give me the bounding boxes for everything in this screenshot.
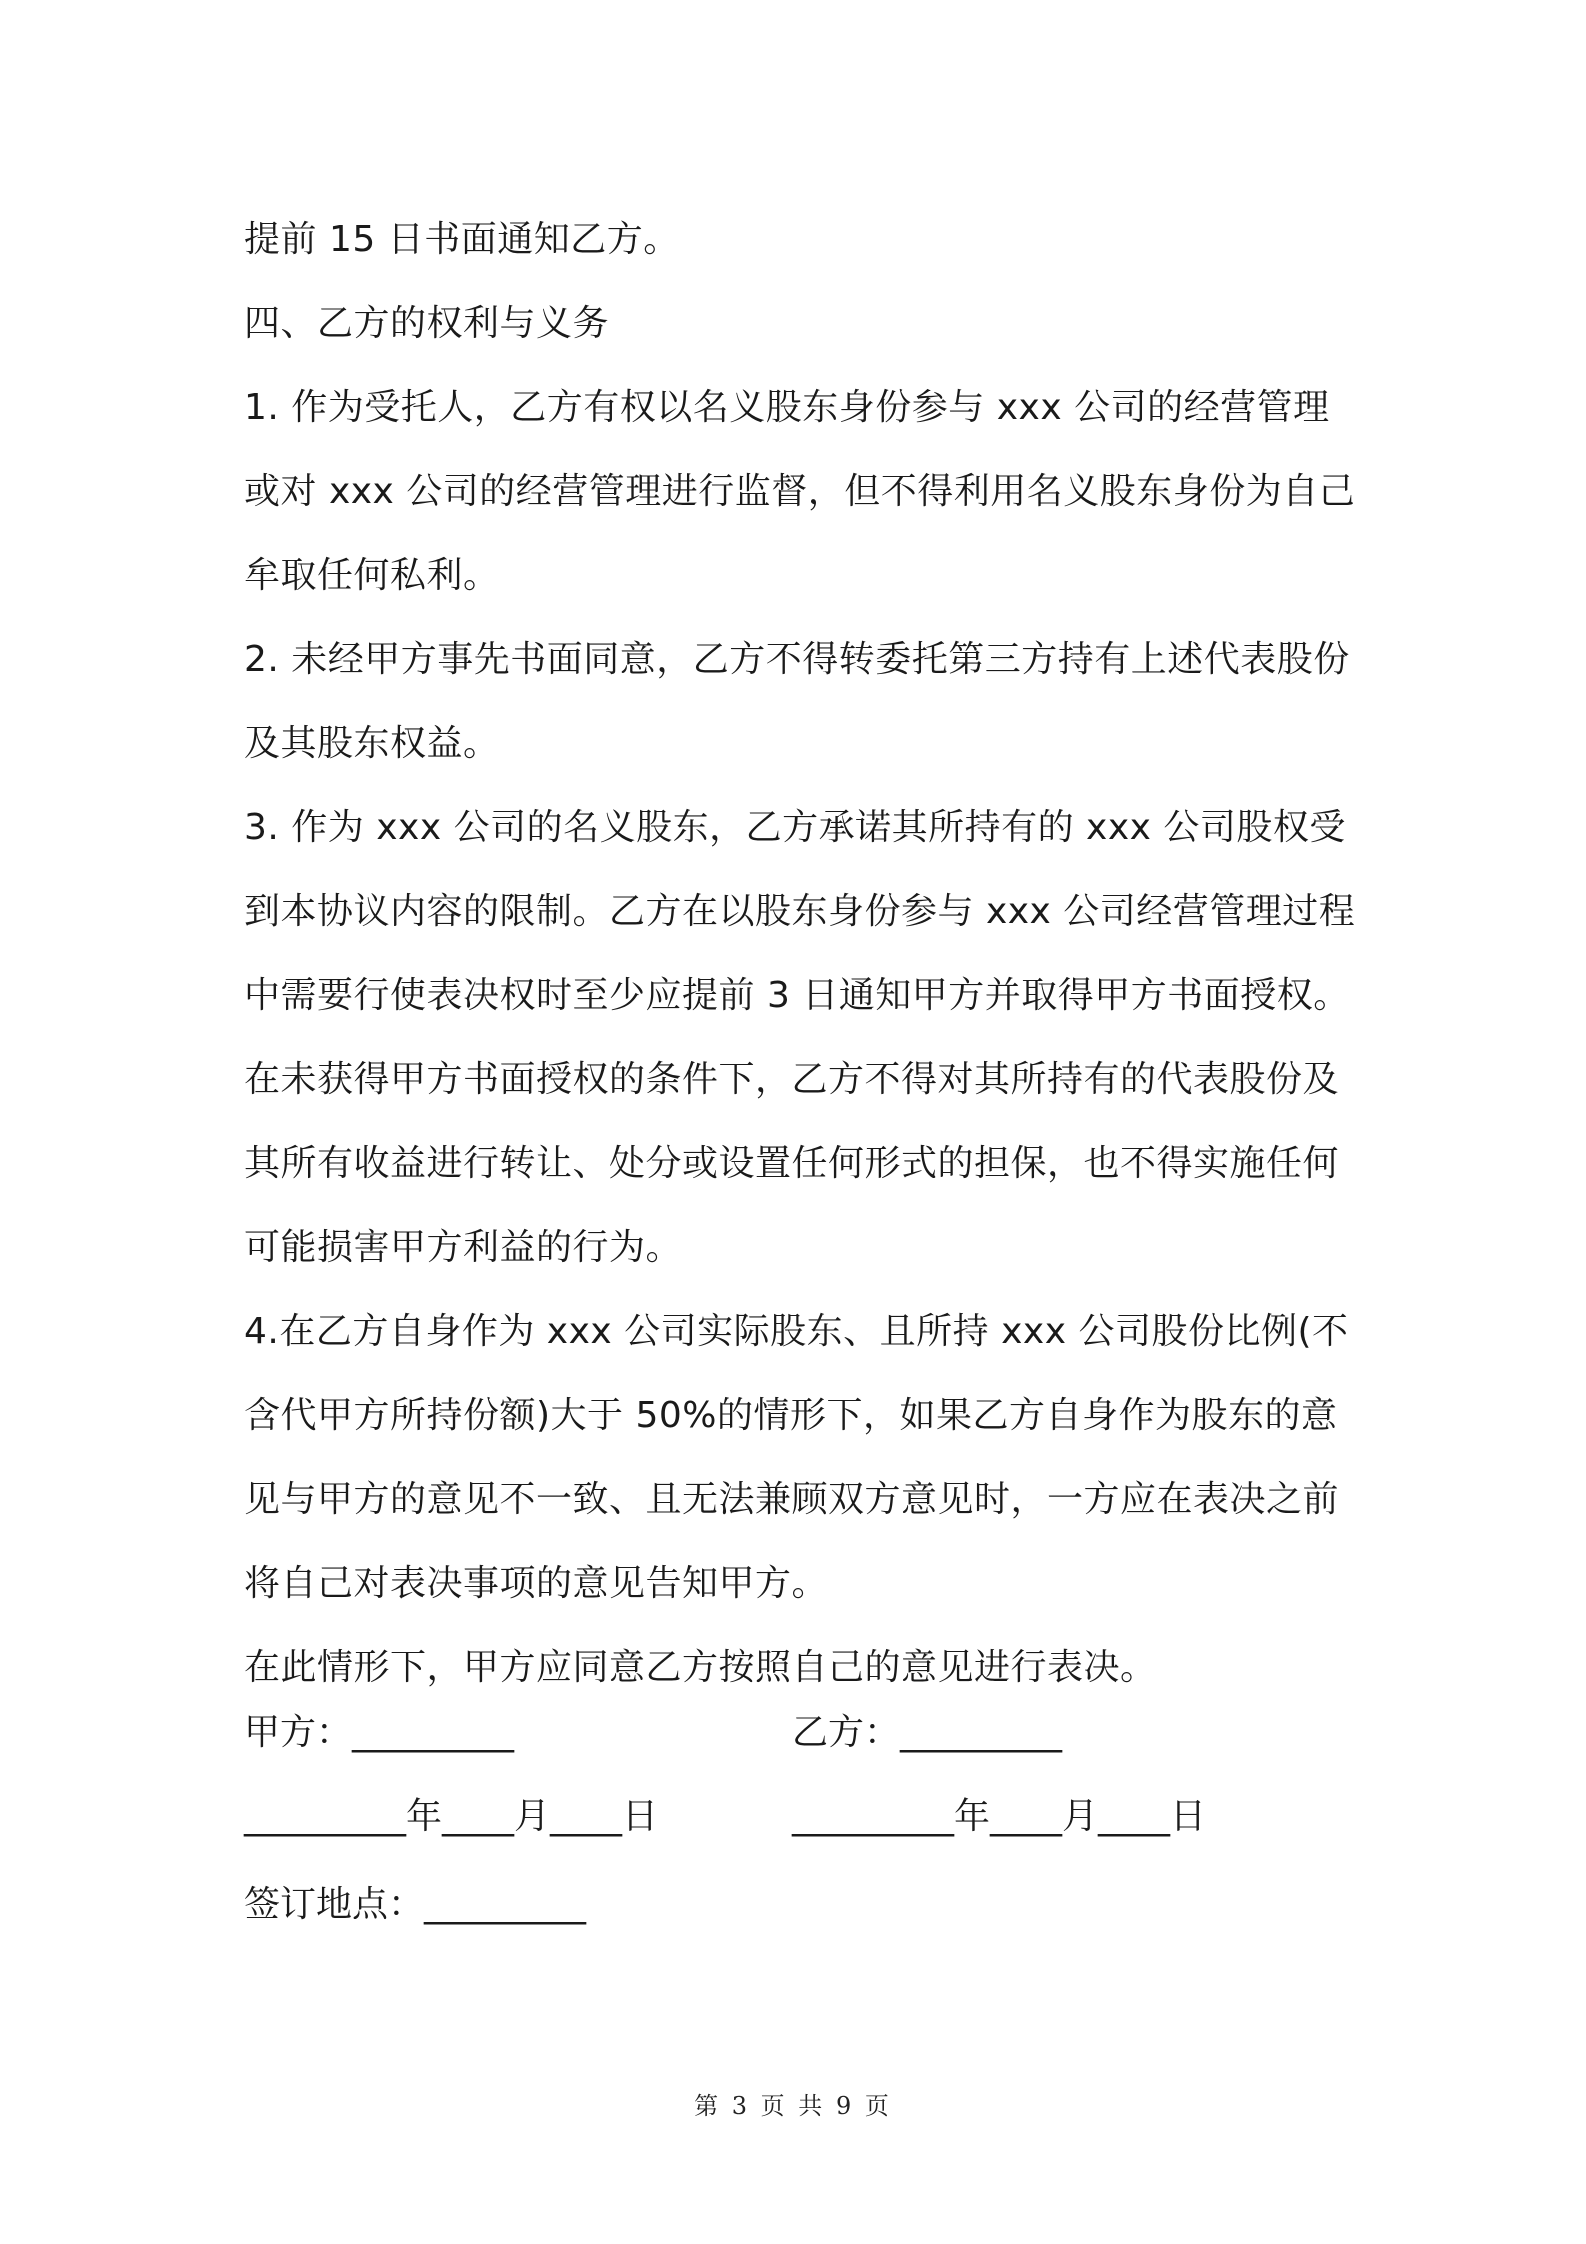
- text-line: 及其股东权益。: [244, 723, 500, 764]
- document-body: [244, 198, 1364, 1710]
- party-b-date: _________年____月____日: [792, 1796, 1206, 1837]
- signing-place: 签订地点：_________: [244, 1884, 587, 1925]
- text-line: 见与甲方的意见不一致、且无法兼顾双方意见时，一方应在表决之前: [244, 1479, 1340, 1520]
- text-line: 到本协议内容的限制。乙方在以股东身份参与 xxx 公司经营管理过程: [244, 891, 1356, 932]
- text-line: 3. 作为 xxx 公司的名义股东，乙方承诺其所持有的 xxx 公司股权受: [244, 807, 1346, 848]
- text-line: 将自己对表决事项的意见告知甲方。: [244, 1563, 829, 1604]
- section-heading: 四、乙方的权利与义务: [244, 303, 610, 344]
- text-line: 1. 作为受托人，乙方有权以名义股东身份参与 xxx 公司的经营管理: [244, 387, 1330, 428]
- party-a-date: _________年____月____日: [244, 1796, 658, 1837]
- text-line: 在此情形下，甲方应同意乙方按照自己的意见进行表决。: [244, 1647, 1157, 1688]
- text-line: 或对 xxx 公司的经营管理进行监督，但不得利用名义股东身份为自己: [244, 471, 1356, 512]
- text-line: 可能损害甲方利益的行为。: [244, 1227, 683, 1268]
- text-line: 在未获得甲方书面授权的条件下，乙方不得对其所持有的代表股份及: [244, 1059, 1340, 1100]
- text-line: 2. 未经甲方事先书面同意，乙方不得转委托第三方持有上述代表股份: [244, 639, 1350, 680]
- page-number: 第 3 页 共 9 页: [694, 2092, 892, 2120]
- text-line: 含代甲方所持份额)大于 50%的情形下，如果乙方自身作为股东的意: [244, 1395, 1338, 1436]
- text-line: 提前 15 日书面通知乙方。: [244, 219, 680, 260]
- text-line: 4.在乙方自身作为 xxx 公司实际股东、且所持 xxx 公司股份比例(不: [244, 1311, 1349, 1352]
- text-line: 牟取任何私利。: [244, 555, 500, 596]
- party-a-signature: 甲方：_________: [244, 1712, 515, 1753]
- text-line: 中需要行使表决权时至少应提前 3 日通知甲方并取得甲方书面授权。: [244, 975, 1350, 1016]
- party-b-signature: 乙方：_________: [792, 1712, 1063, 1753]
- text-line: 其所有收益进行转让、处分或设置任何形式的担保，也不得实施任何: [244, 1143, 1340, 1184]
